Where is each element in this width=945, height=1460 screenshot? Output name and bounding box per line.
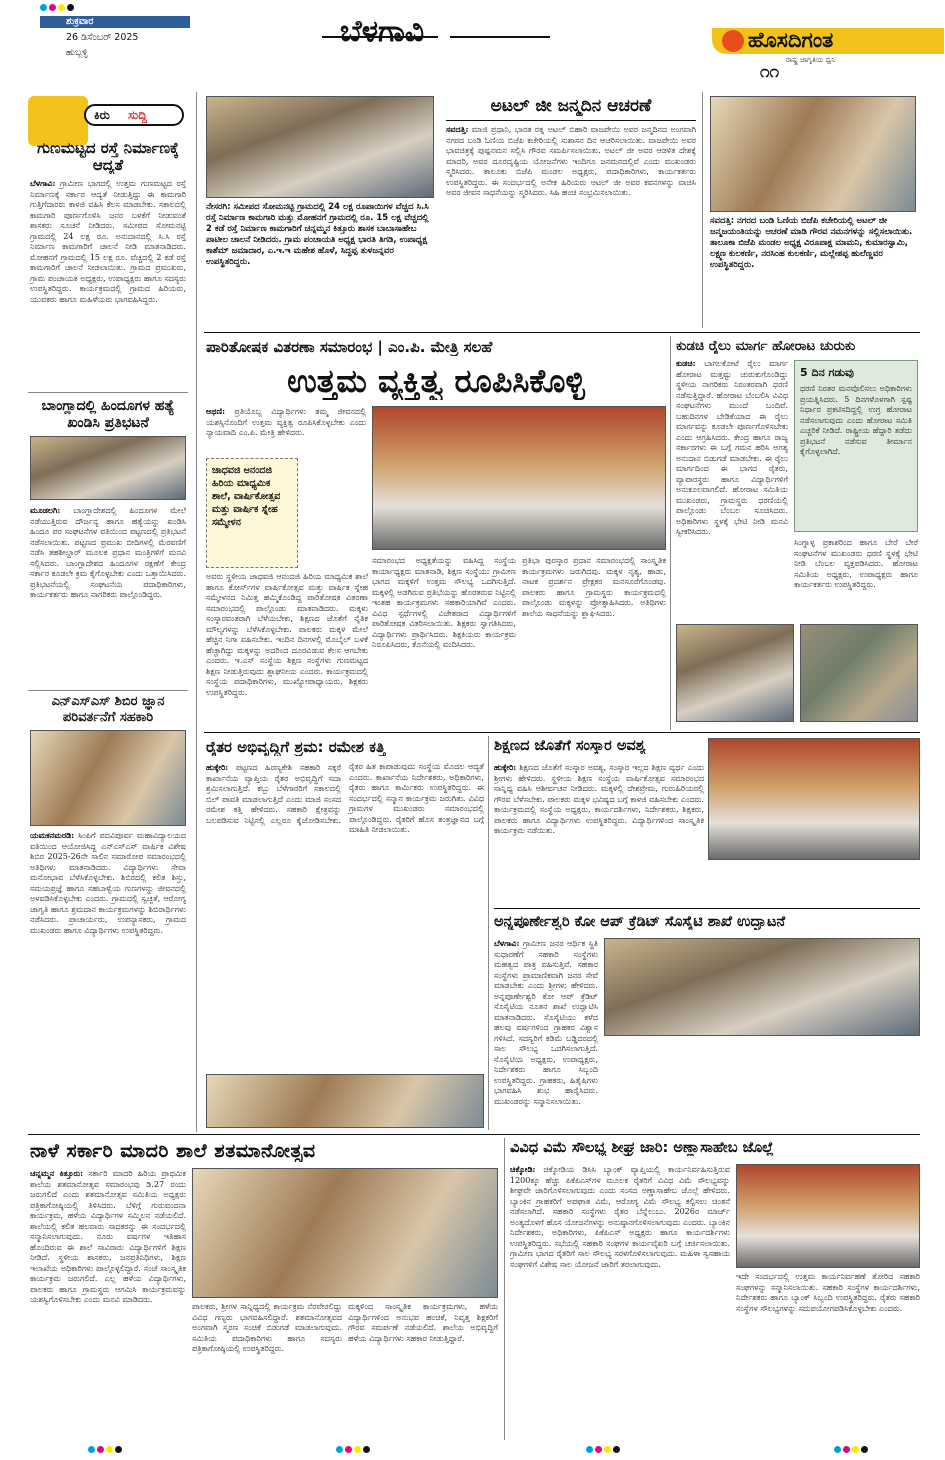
logo-tagline: ರಾಷ್ಟ್ರ ಜಾಗೃತಿಯ ಧ್ವನಿ: [786, 56, 836, 64]
kirusuddi-hand-icon: [28, 96, 88, 146]
logo-emblem-icon: [722, 30, 744, 52]
insurance-dateline: ಚಿಕ್ಕೋಡಿ:: [510, 1164, 536, 1174]
farmers-body: [206, 762, 484, 1068]
education-body: [494, 762, 704, 858]
lead-event-stage-photo: [372, 406, 666, 550]
lead-lede: [206, 406, 366, 454]
insurance-meeting-photo: [736, 1164, 920, 1268]
railway-protest-photo-1: [676, 624, 794, 722]
section-rule: [28, 1134, 920, 1135]
color-registration-marks: [88, 1446, 122, 1453]
section-rule: [204, 332, 920, 333]
kirusuddi-headline: ಗುಣಮಟ್ಟದ ರಸ್ತೆ ನಿರ್ಮಾಣಕ್ಕೆ ಆದ್ಯತೆ: [37, 140, 179, 174]
railway-box-title: 5 ದಿನ ಗಡುವು: [800, 366, 854, 379]
lead-callout-box: [206, 458, 298, 568]
logo-text: [748, 28, 833, 53]
insurance-body-2: ಇದೇ ಸಂದರ್ಭದಲ್ಲಿ ಉತ್ತಮ ಕಾರ್ಯನಿರ್ವಹಣೆ ತೋರಿದ ಸಹಕಾರಿ ಸಂಘಗಳನ್ನು ಸನ್ಮಾನಿಸಲಾಯಿತು. ಸಹಕಾರಿ ಸಂಸ್ಥೆಗಳ ಕಾರ್ಯದರ್ಶಿಗಳು, ನಿರ್ದೇಶಕರು ಹಾಗೂ ಬ್ಯಾಂಕ್ ಸಿಬ್ಬಂದಿ ಉಪಸ್ಥಿತರಿದ್ದರು. ರೈತರು ಸಹಕಾರಿ ಸಂಸ್ಥೆಗಳ ಸೌಲಭ್ಯಗಳನ್ನು ಸದುಪಯೋಗಪಡಿಸಿಕೊಳ್ಳಬೇಕು ಎಂದರು.: [736, 1272, 920, 1313]
page-number: ೧೧: [760, 62, 780, 82]
lead-col2: ಸಮಾರಂಭದ ಅಧ್ಯಕ್ಷತೆಯನ್ನು ವಹಿಸಿದ್ದ ಸಂಸ್ಥೆಯ ಕಾರ್ಯಾಧ್ಯಕ್ಷರು ಮಾತನಾಡಿ, ಶಿಕ್ಷಣ ಸಂಸ್ಥೆಯು ಗ್ರಾಮೀಣ ಭಾಗದ ಮಕ್ಕಳಿಗೆ ಉತ್ತಮ ಸೌಲಭ್ಯ ಒದಗಿಸುತ್ತಿದೆ. ಮಕ್ಕಳಲ್ಲಿ ಅಡಗಿರುವ ಪ್ರತಿಭೆಯನ್ನು ಹೊರತರುವ ನಿಟ್ಟಿನಲ್ಲಿ ಇಂತಹ ಕಾರ್ಯಕ್ರಮಗಳು ಸಹಕಾರಿಯಾಗಿವೆ ಎಂದರು. ವಿವಿಧ ಸ್ಪರ್ಧೆಗಳಲ್ಲಿ ವಿಜೇತರಾದ ವಿದ್ಯಾರ್ಥಿಗಳಿಗೆ ಪಾರಿತೋಷಕ ವಿತರಿಸಲಾಯಿತು. ಶಿಕ್ಷಕರು ಸ್ವಾಗತಿಸಿದರು, ವಿದ್ಯಾರ್ಥಿಗಳು ಪ್ರಾರ್ಥಿಸಿದರು. ಶಿಕ್ಷಕಿಯರು ಕಾರ್ಯಕ್ರಮ ನಿರೂಪಿಸಿದರು, ಕೊನೆಯಲ್ಲಿ ವಂದಿಸಿದರು.: [372, 556, 516, 649]
logo-suffix: ದಿಗಂತ: [787, 28, 834, 52]
education-dateline: ಹುಕ್ಕೇರಿ:: [494, 762, 517, 772]
insurance-body: [510, 1164, 730, 1438]
bangladesh-protest-photo: [30, 436, 186, 500]
color-registration-marks: [336, 1446, 370, 1453]
road-work-caption: ನೇಸರಗಿ: ಸಮೀಪದ ಸೋಮನಟ್ಟಿ ಗ್ರಾಮದಲ್ಲಿ 24 ಲಕ್ಷ ರೂಪಾಯಿಗಳ ವೆಚ್ಚದ ಸಿ.ಸಿ ರಸ್ತೆ ನಿರ್ಮಾಣ ಕಾಮಗಾರಿ ಮತ್ತು ಮೋಹನಗೆ ಗ್ರಾಮದಲ್ಲಿ ರೂ. 15 ಲಕ್ಷ ವೆಚ್ಚದಲ್ಲಿ 2 ಕಡೆ ರಸ್ತೆ ನಿರ್ಮಾಣ ಕಾಮಗಾರಿಗೆ ಚನ್ನಮ್ಮನ ಕಿತ್ತೂರು ಶಾಸಕ ಬಾಬಾಸಾಹೇಬ ಪಾಟೀಲ ಚಾಲನೆ ನೀಡಿದರು. ಗ್ರಾಮ ಪಂಚಾಯತಿ ಅಧ್ಯಕ್ಷ ಭಾರತಿ ತಿಗಡಿ, ಉಪಾಧ್ಯಕ್ಷ ಕಾಶೆಮ್ ಜಮಾದಾರ, ಎ.ಇ.ಇ ಮಹೇಶ ಹೊಳೆ, ಸಿದ್ಧಪ್ಪ ತುಳಜನ್ನವರ ಉಪಸ್ಥಿತರಿದ್ದರು.: [206, 202, 429, 267]
farmers-dateline: ಹುಕ್ಕೇರಿ:: [206, 762, 229, 772]
nss-body: [30, 830, 186, 1125]
atal-celebration-photo: [710, 96, 916, 212]
cooperative-body-2: [604, 1040, 920, 1128]
school-committee-photo: [192, 1168, 498, 1298]
atal-body: [446, 124, 696, 324]
nss-text: ಸಿಂಪಿಗೆ ಪದವಿಪೂರ್ವ ಮಹಾವಿದ್ಯಾಲಯದ ವತಿಯಿಂದ ಆಯೋಜಿಸಿದ್ದ ಎನ್‌ಎಸ್‌ಎಸ್ ವಾರ್ಷಿಕ ವಿಶೇಷ ಶಿಬಿರ 2025-26ನೇ ಸಾಲಿನ ಸಮಾರೋಪ ಸಮಾರಂಭದಲ್ಲಿ ಅತಿಥಿಗಳು ಮಾತನಾಡಿದರು. ವಿದ್ಯಾರ್ಥಿಗಳು ಸೇವಾ ಮನೋಭಾವ ಬೆಳೆಸಿಕೊಳ್ಳಬೇಕು. ಶಿಬಿರದಲ್ಲಿ ಕಲಿತ ಶಿಸ್ತು, ಸಮಯಪ್ರಜ್ಞೆ ಹಾಗೂ ಸಹಬಾಳ್ವೆಯ ಗುಣಗಳನ್ನು ಜೀವನದಲ್ಲಿ ಅಳವಡಿಸಿಕೊಳ್ಳಬೇಕು ಎಂದರು. ಗ್ರಾಮದಲ್ಲಿ ಸ್ವಚ್ಛತೆ, ಆರೋಗ್ಯ ಜಾಗೃತಿ ಹಾಗೂ ಶ್ರಮದಾನ ಕಾರ್ಯಕ್ರಮಗಳನ್ನು ಶಿಬಿರಾರ್ಥಿಗಳು ನಡೆಸಿದರು. ಪ್ರಾಚಾರ್ಯರು, ಉಪನ್ಯಾಸಕರು, ಗ್ರಾಮದ ಮುಖಂಡರು ಹಾಗೂ ವಿದ್ಯಾರ್ಥಿಗಳು ಉಪಸ್ಥಿತರಿದ್ದರು.: [30, 831, 186, 935]
education-event-photo: [708, 738, 920, 860]
nss-headline: ಎನ್‌ಎಸ್‌ಎಸ್ ಶಿಬಿರ ಜ್ಞಾನ ಪರಿವರ್ತನೆಗೆ ಸಹಕಾರಿ: [51, 694, 165, 725]
atal-headline: ಅಟಲ್ ಜೀ ಜನ್ಮದಿನ ಆಚರಣೆ: [490, 96, 652, 116]
kirusuddi-text: ಗ್ರಾಮೀಣ ಭಾಗದಲ್ಲಿ ಉತ್ತಮ ಗುಣಮಟ್ಟದ ರಸ್ತೆ ನಿರ್ಮಾಣಕ್ಕೆ ಸರ್ಕಾರ ಆದ್ಯತೆ ನೀಡುತ್ತಿದ್ದು ಈ ಕಾಮಗಾರಿ ಗುತ್ತಿಗೆದಾರರು ಕಾಳಜಿ ವಹಿಸಿ ಕೆಲಸ ಮಾಡಬೇಕು. ಸಕಾಲದಲ್ಲಿ ಕಾಮಗಾರಿ ಪೂರ್ಣಗೊಳಿಸಿ ಜನರ ಬಳಕೆಗೆ ನೀಡುವಂತೆ ಶಾಸಕರು ಸೂಚನೆ ನೀಡಿದರು. ಸಮೀಪದ ಸೋಮನಟ್ಟಿ ಗ್ರಾಮದಲ್ಲಿ 24 ಲಕ್ಷ ರೂ. ಅನುದಾನದಲ್ಲಿ ಸಿ.ಸಿ ರಸ್ತೆ ನಿರ್ಮಾಣ ಕಾಮಗಾರಿಗೆ ಚಾಲನೆ ನೀಡಿ ಮಾತನಾಡಿದರು. ಮೋಹನಗೆ ಗ್ರಾಮದಲ್ಲಿ 15 ಲಕ್ಷ ರೂ. ವೆಚ್ಚದಲ್ಲಿ 2 ಕಡೆ ರಸ್ತೆ ಕಾಮಗಾರಿಗೆ ಚಾಲನೆ ನೀಡಲಾಯಿತು. ಗ್ರಾಮದ ಪ್ರಮುಖರು, ಗ್ರಾಮ ಪಂಚಾಯತ ಅಧ್ಯಕ್ಷರು, ಉಪಾಧ್ಯಕ್ಷರು ಹಾಗೂ ಸದಸ್ಯರು ಉಪಸ್ಥಿತರಿದ್ದರು. ಕಾರ್ಯಕ್ರಮದಲ್ಲಿ ಗ್ರಾಮದ ಹಿರಿಯರು, ಯುವಕರು ಹಾಗೂ ಮಹಿಳೆಯರು ಭಾಗವಹಿಸಿದ್ದರು.: [30, 179, 186, 304]
kirusuddi-label-b: ಸುದ್ದಿ: [128, 108, 148, 122]
city-label: ಹುಬ್ಬಳ್ಳಿ: [66, 48, 88, 58]
education-headline: ಶಿಕ್ಷಣದ ಜೊತೆಗೆ ಸಂಸ್ಕಾರ ಅವಶ್ಯ: [494, 738, 646, 754]
cooperative-body: [494, 938, 598, 1128]
cooperative-text: ಗ್ರಾಮೀಣ ಜನರ ಆರ್ಥಿಕ ಸ್ಥಿತಿ ಸುಧಾರಣೆಗೆ ಸಹಕಾರಿ ಸಂಸ್ಥೆಗಳು ಮಹತ್ವದ ಪಾತ್ರ ವಹಿಸುತ್ತಿವೆ. ಸಹಕಾರ ಸಂಸ್ಥೆಗಳು ಪ್ರಾಮಾಣಿಕವಾಗಿ ಜನರ ಸೇವೆ ಮಾಡಬೇಕು ಎಂದು ಶ್ರೀಗಳು ಹೇಳಿದರು. ಅನ್ನಪೂರ್ಣೇಶ್ವರಿ ಕೋ ಆಪ್ ಕ್ರೆಡಿಟ್ ಸೊಸೈಟಿಯ ನೂತನ ಶಾಖೆ ಉದ್ಘಾಟಿಸಿ ಮಾತನಾಡಿದರು. ಸೊಸೈಟಿಯು ಕಳೆದ ಹಲವು ವರ್ಷಗಳಿಂದ ಗ್ರಾಹಕರ ವಿಶ್ವಾಸ ಗಳಿಸಿದೆ. ಸದಸ್ಯರಿಗೆ ಕಡಿಮೆ ಬಡ್ಡಿದರದಲ್ಲಿ ಸಾಲ ಸೌಲಭ್ಯ ಒದಗಿಸಲಾಗುತ್ತಿದೆ. ಸೊಸೈಟಿಯ ಅಧ್ಯಕ್ಷರು, ಉಪಾಧ್ಯಕ್ಷರು, ನಿರ್ದೇಶಕರು ಹಾಗೂ ಸಿಬ್ಬಂದಿ ಉಪಸ್ಥಿತರಿದ್ದರು. ಗ್ರಾಹಕರು, ಹಿತೈಷಿಗಳು ಭಾಗವಹಿಸಿ ಶುಭ ಹಾರೈಸಿದರು. ಮುಖಂಡರನ್ನು ಸನ್ಮಾನಿಸಲಾಯಿತು.: [494, 939, 598, 1106]
insurance-text: ಚಿಕ್ಕೋಡಿಯ ಡಿಸಿಸಿ ಬ್ಯಾಂಕ್ ವ್ಯಾಪ್ತಿಯಲ್ಲಿ ಕಾರ್ಯನಿರ್ವಹಿಸುತ್ತಿರುವ 1200ಕ್ಕೂ ಹೆಚ್ಚು ಪಿಕೆಪಿಎಸ್‌ಗಳ ಮೂಲಕ ರೈತರಿಗೆ ವಿವಿಧ ವಿಮೆ ಸೌಲಭ್ಯವನ್ನು ಶೀಘ್ರವೇ ಜಾರಿಗೊಳಿಸಲಾಗುವುದು ಎಂದು ಸಂಸದ ಅಣ್ಣಾಸಾಹೇಬ ಜೊಲ್ಲೆ ಹೇಳಿದರು. ಬ್ಯಾಂಕಿನ ಗ್ರಾಹಕರಿಗೆ ಅಪಘಾತ ವಿಮೆ, ಆರೋಗ್ಯ ವಿಮೆ ಸೌಲಭ್ಯ ಕಲ್ಪಿಸಲು ಚಿಂತನೆ ನಡೆಸಲಾಗಿದೆ. ಸಹಕಾರಿ ಸಂಸ್ಥೆಗಳು ರೈತರ ಬೆನ್ನೆಲುಬು. 2026ರ ಮಾರ್ಚ್ ಅಂತ್ಯದೊಳಗೆ ಹೊಸ ಯೋಜನೆಗಳನ್ನು ಅನುಷ್ಠಾನಗೊಳಿಸಲಾಗುವುದು ಎಂದರು. ಬ್ಯಾಂಕಿನ ನಿರ್ದೇಶಕರು, ಅಧಿಕಾರಿಗಳು, ಪಿಕೆಪಿಎಸ್ ಅಧ್ಯಕ್ಷರು ಹಾಗೂ ಕಾರ್ಯದರ್ಶಿಗಳು ಉಪಸ್ಥಿತರಿದ್ದರು. ಸಭೆಯಲ್ಲಿ ಸಹಕಾರಿ ಸಂಘಗಳ ಕಾರ್ಯವೈಖರಿ ಬಗ್ಗೆ ಚರ್ಚಿಸಲಾಯಿತು. ಗ್ರಾಮೀಣ ಭಾಗದ ರೈತರಿಗೆ ಸಾಲ ಸೌಲಭ್ಯ ಸರಳಗೊಳಿಸಲಾಗುವುದು. ಮಹಿಳಾ ಸ್ವಸಹಾಯ ಸಂಘಗಳಿಗೆ ವಿಶೇಷ ಸಾಲ ಯೋಜನೆ ಜಾರಿಗೆ ತರಲಾಗುವುದು.: [510, 1165, 730, 1269]
school-body-2: ಪಾಲಕರು, ಶ್ರೀಗಳ ಸಾನ್ನಿಧ್ಯದಲ್ಲಿ ಕಾರ್ಯಕ್ರಮ ನೆರವೇರಲಿದ್ದು ವಿವಿಧ ಗಣ್ಯರು ಭಾಗವಹಿಸಲಿದ್ದಾರೆ. ಶತಮಾನೋತ್ಸವದ ಅಂಗವಾಗಿ ಸ್ಮರಣ ಸಂಚಿಕೆ ಬಿಡುಗಡೆ ಮಾಡಲಾಗುವುದು. ಸಮಿತಿಯ ಪದಾಧಿಕಾರಿಗಳು ಹಾಗೂ ಸದಸ್ಯರು ಪತ್ರಿಕಾಗೋಷ್ಠಿಯಲ್ಲಿ ಉಪಸ್ಥಿತರಿದ್ದರು.: [192, 1302, 342, 1353]
column-rule: [196, 92, 197, 1132]
education-text: ಶಿಕ್ಷಣದ ಜೊತೆಗೆ ಸಂಸ್ಕಾರ ಅವಶ್ಯ, ಸಂಸ್ಕಾರ ಇಲ್ಲದ ಶಿಕ್ಷಣ ವ್ಯರ್ಥ ಎಂದು ಶ್ರೀಗಳು ಹೇಳಿದರು. ಸ್ಥಳೀಯ ಶಿಕ್ಷಣ ಸಂಸ್ಥೆಯ ವಾರ್ಷಿಕೋತ್ಸವ ಸಮಾರಂಭದ ಸಾನ್ನಿಧ್ಯ ವಹಿಸಿ ಆಶೀರ್ವಚನ ನೀಡಿದರು. ಮಕ್ಕಳಲ್ಲಿ ದೇಶಪ್ರೇಮ, ಗುರುಹಿರಿಯರಲ್ಲಿ ಗೌರವ ಬೆಳೆಸಬೇಕು. ಪಾಲಕರು ಮಕ್ಕಳ ಭವಿಷ್ಯದ ಬಗ್ಗೆ ಕಾಳಜಿ ವಹಿಸಬೇಕು ಎಂದರು. ಕಾರ್ಯಕ್ರಮದಲ್ಲಿ ಸಂಸ್ಥೆಯ ಅಧ್ಯಕ್ಷರು, ಕಾರ್ಯದರ್ಶಿಗಳು, ನಿರ್ದೇಶಕರು, ಶಿಕ್ಷಕರು, ಪಾಲಕರು ಹಾಗೂ ವಿದ್ಯಾರ್ಥಿಗಳು ಉಪಸ್ಥಿತರಿದ್ದರು. ವಿದ್ಯಾರ್ಥಿಗಳಿಂದ ಸಾಂಸ್ಕೃತಿಕ ಕಾರ್ಯಕ್ರಮ ನಡೆಯಿತು.: [494, 763, 704, 835]
school-text: ಸರ್ಕಾರಿ ಮಾದರಿ ಹಿರಿಯ ಪ್ರಾಥಮಿಕ ಶಾಲೆಯ ಶತಮಾನೋತ್ಸವ ಸಮಾರಂಭವು ಡಿ.27 ರಂದು ಜರುಗಲಿದೆ ಎಂದು ಶತಮಾನೋತ್ಸವ ಸಮಿತಿಯ ಅಧ್ಯಕ್ಷರು ಪತ್ರಿಕಾಗೋಷ್ಠಿಯಲ್ಲಿ ತಿಳಿಸಿದರು. ಬೆಳಿಗ್ಗೆ ಗುರುವಂದನಾ ಕಾರ್ಯಕ್ರಮ, ಹಳೆಯ ವಿದ್ಯಾರ್ಥಿಗಳ ಸಮ್ಮಿಲನ ನಡೆಯಲಿದೆ. ಶಾಲೆಯಲ್ಲಿ ಕಲಿತ ಹಲವಾರು ಸಾಧಕರನ್ನು ಈ ಸಂದರ್ಭದಲ್ಲಿ ಸನ್ಮಾನಿಸಲಾಗುವುದು. ನೂರು ವರ್ಷಗಳ ಇತಿಹಾಸ ಹೊಂದಿರುವ ಈ ಶಾಲೆ ಸಾವಿರಾರು ವಿದ್ಯಾರ್ಥಿಗಳಿಗೆ ಶಿಕ್ಷಣ ನೀಡಿದೆ. ಸ್ಥಳೀಯ ಶಾಸಕರು, ಜನಪ್ರತಿನಿಧಿಗಳು, ಶಿಕ್ಷಣ ಇಲಾಖೆಯ ಅಧಿಕಾರಿಗಳು ಪಾಲ್ಗೊಳ್ಳಲಿದ್ದಾರೆ. ಸಂಜೆ ಸಾಂಸ್ಕೃತಿಕ ಕಾರ್ಯಕ್ರಮ ಜರುಗಲಿದೆ. ಎಲ್ಲ ಹಳೆಯ ವಿದ್ಯಾರ್ಥಿಗಳು, ಪಾಲಕರು ಹಾಗೂ ಗ್ರಾಮಸ್ಥರು ಆಗಮಿಸಿ ಕಾರ್ಯಕ್ರಮವನ್ನು ಯಶಸ್ವಿಗೊಳಿಸಬೇಕು ಎಂದು ಮನವಿ ಮಾಡಿದರು.: [30, 1169, 186, 1304]
education-body-2: [708, 864, 920, 904]
lead-dateline: ಅಥಣಿ:: [206, 406, 226, 416]
railway-body: [676, 358, 788, 618]
lead-headline: ಉತ್ತಮ ವ್ಯಕ್ತಿತ್ವ ರೂಪಿಸಿಕೊಳ್ಳಿ: [287, 362, 585, 400]
atal-text: ಮಾಜಿ ಪ್ರಧಾನಿ, ಭಾರತ ರತ್ನ ಅಟಲ್ ಬಿಹಾರಿ ವಾಜಪೇಯಿ ಅವರ ಜನ್ಮದಿನದ ಅಂಗವಾಗಿ ನಗರದ ಬಂಡಿ ಓಣಿಯ ಬಿಜೆಪಿ ಕಚೇರಿಯಲ್ಲಿ ಸುಶಾಸನ ದಿನ ಆಚರಿಸಲಾಯಿತು. ವಾಜಪೇಯಿ ಅವರ ಭಾವಚಿತ್ರಕ್ಕೆ ಪುಷ್ಪನಮನ ಸಲ್ಲಿಸಿ ಗೌರವ ಸಮರ್ಪಿಸಲಾಯಿತು. ಅಟಲ್ ಜೀ ಅವರ ಆಡಳಿತ ದೇಶಕ್ಕೆ ಮಾದರಿ, ಅವರ ದೂರದೃಷ್ಟಿಯ ಯೋಜನೆಗಳು ಇಂದಿಗೂ ಜನಮನದಲ್ಲಿವೆ ಎಂದು ಮುಖಂಡರು ಸ್ಮರಿಸಿದರು. ತಾಲೂಕು ಬಿಜೆಪಿ ಮಂಡಲ ಅಧ್ಯಕ್ಷರು, ಪದಾಧಿಕಾರಿಗಳು, ಕಾರ್ಯಕರ್ತರು ಉಪಸ್ಥಿತರಿದ್ದರು. ಈ ಸಂದರ್ಭದಲ್ಲಿ ಅನೇಕ ಹಿರಿಯರು ಅಟಲ್ ಜೀ ಅವರ ಕವನಗಳನ್ನು ವಾಚಿಸಿ ಅವರ ಜೀವನ ಸಾಧನೆಯನ್ನು ಸ್ಮರಿಸಿದರು. ಸಿಹಿ ಹಂಚಿ ಸಂಭ್ರಮಿಸಲಾಯಿತು.: [446, 125, 696, 197]
divider: [28, 690, 188, 691]
title-rule-right: [450, 36, 550, 38]
railway-deadline-box: [794, 360, 918, 532]
section-rule: [204, 732, 920, 733]
atal-dateline: ಸವದತ್ತಿ:: [446, 124, 469, 134]
kirusuddi-label-a: ಕಿರು: [94, 108, 110, 122]
school-dateline: ಚನ್ನಮ್ಮನ ಕಿತ್ತೂರು:: [30, 1168, 84, 1178]
railway-box-text: ಧರಣಿ ನಿರತರ ಮನವೊಲಿಸಲು ಅಧಿಕಾರಿಗಳು ಪ್ರಯತ್ನಿಸಿದರು. 5 ದಿನಗಳೊಳಗಾಗಿ ಸ್ಪಷ್ಟ ನಿರ್ಧಾರ ಪ್ರಕಟಿಸದಿದ್ದಲ್ಲಿ ಉಗ್ರ ಹೋರಾಟ ನಡೆಸಲಾಗುವುದು ಎಂದು ಹೋರಾಟ ಸಮಿತಿ ಎಚ್ಚರಿಕೆ ನೀಡಿದೆ. ರಾಷ್ಟ್ರೀಯ ಹೆದ್ದಾರಿ ತಡೆದು ಪ್ರತಿಭಟನೆ ನಡೆಸುವ ತೀರ್ಮಾನ ಕೈಗೊಳ್ಳಲಾಗಿದೆ.: [800, 384, 912, 456]
color-registration-marks: [586, 1446, 620, 1453]
bangladesh-dateline: ಮೂಡಲಗಿ:: [30, 505, 61, 515]
lead-col1-top: [302, 458, 368, 568]
date-bar: [40, 16, 190, 28]
section-rule: [494, 908, 920, 909]
divider: [28, 392, 188, 393]
farmers-felicitation-photo: [206, 1074, 484, 1128]
nss-dateline: ಯಮಕನಮರಡಿ:: [30, 830, 75, 840]
cooperative-inauguration-photo: [604, 938, 920, 1036]
date-label: 26 ಡಿಸೆಂಬರ್ 2025: [66, 32, 139, 43]
railway-headline: ಕುಡಚಿ ರೈಲು ಮಾರ್ಗ ಹೋರಾಟ ಚುರುಕು: [676, 338, 856, 354]
nss-camp-photo: [30, 730, 186, 826]
column-rule: [670, 336, 671, 730]
lead-callout: ಜಾಧವಜಿ ಆನಂದಜಿ ಹಿರಿಯ ಮಾಧ್ಯಮಿಕ ಶಾಲೆ, ವಾರ್ಷಿಕೋತ್ಸವ ಮತ್ತು ವಾರ್ಷಿಕ ಸ್ನೇಹ ಸಮ್ಮೇಳನ: [212, 465, 281, 528]
railway-protest-photo-2: [800, 624, 918, 722]
day-label: ಶುಕ್ರವಾರ: [66, 16, 94, 27]
divider: [446, 120, 696, 121]
railway-body-2: ಸಿಂಗ್ನಾಳ್ಳ ಪ್ರಕಾಶರಿಂದ ಹಾಗೂ ಬೇರೆ ಬೇರೆ ಸಂಘಟನೆಗಳ ಮುಖಂಡರು ಧರಣಿ ಸ್ಥಳಕ್ಕೆ ಭೇಟಿ ನೀಡಿ ಬೆಂಬಲ ವ್ಯಕ್ತಪಡಿಸಿದರು. ಹೋರಾಟ ಸಮಿತಿಯ ಅಧ್ಯಕ್ಷರು, ಉಪಾಧ್ಯಕ್ಷರು ಹಾಗೂ ಕಾರ್ಯಕರ್ತರು ಉಪಸ್ಥಿತರಿದ್ದರು.: [794, 538, 918, 589]
kirusuddi-badge: [84, 104, 184, 126]
column-rule: [702, 92, 703, 328]
bangladesh-body: [30, 505, 186, 685]
column-rule: [488, 736, 489, 1130]
railway-text: ಬಾಗಲಕೋಟೆ ರೈಲು ಮಾರ್ಗ ಹೋರಾಟ ಮತ್ತಷ್ಟು ಚುರುಕುಗೊಂಡಿದ್ದು ಸ್ಥಳೀಯ ನಾಗರಿಕರು ನಿರಂತರವಾಗಿ ಧರಣಿ ನಡೆಸುತ್ತಿದ್ದಾರೆ. ಹೋರಾಟ ಬೆಂಬಲಿಸಿ ವಿವಿಧ ಸಂಘಟನೆಗಳು ಮುಂದೆ ಬಂದಿವೆ. ಬಹುದಿನಗಳ ಬೇಡಿಕೆಯಾದ ಈ ರೈಲು ಮಾರ್ಗವನ್ನು ಕೂಡಲೇ ಪೂರ್ಣಗೊಳಿಸಬೇಕು ಎಂದು ಆಗ್ರಹಿಸಿದರು. ಕೇಂದ್ರ ಹಾಗೂ ರಾಜ್ಯ ಸರ್ಕಾರಗಳು ಈ ಬಗ್ಗೆ ಗಮನ ಹರಿಸಿ ಅಗತ್ಯ ಅನುದಾನ ಬಿಡುಗಡೆ ಮಾಡಬೇಕು. ಈ ರೈಲು ಮಾರ್ಗದಿಂದ ಈ ಭಾಗದ ರೈತರು, ವ್ಯಾಪಾರಸ್ಥರು ಹಾಗೂ ವಿದ್ಯಾರ್ಥಿಗಳಿಗೆ ಅನುಕೂಲವಾಗಲಿದೆ. ಹೋರಾಟ ಸಮಿತಿಯ ಮುಖಂಡರು, ಗ್ರಾಮಸ್ಥರು ಧರಣಿಯಲ್ಲಿ ಪಾಲ್ಗೊಂಡು ಬೆಂಬಲ ಸೂಚಿಸಿದರು. ಅಧಿಕಾರಿಗಳು ಸ್ಥಳಕ್ಕೆ ಭೇಟಿ ನೀಡಿ ಮನವಿ ಸ್ವೀಕರಿಸಿದರು.: [676, 359, 788, 536]
color-registration-marks: [834, 1446, 868, 1453]
farmers-headline: ರೈತರ ಅಭಿವೃದ್ಧಿಗೆ ಶ್ರಮ: ರಮೇಶ ಕತ್ತಿ: [206, 738, 386, 756]
lead-lede-text: ಪ್ರತಿಯೊಬ್ಬ ವಿದ್ಯಾರ್ಥಿಗಳು ತಮ್ಮ ಜೀವನದಲ್ಲಿ ಯಶಸ್ಸಿನೊಂದಿಗೆ ಉತ್ತಮ ವ್ಯಕ್ತಿತ್ವ ರೂಪಿಸಿಕೊಳ್ಳಬೇಕು ಎಂದು ನ್ಯಾಯವಾದಿ ಎಂ.ಪಿ. ಮೇತ್ರಿ ಹೇಳಿದರು.: [206, 407, 366, 437]
road-work-photo: [206, 96, 434, 198]
farmers-text: ಪಟ್ಟಣದ ಹಿರಣ್ಯಕೇಶಿ ಸಹಕಾರಿ ಸಕ್ಕರೆ ಕಾರ್ಖಾನೆಯ ವ್ಯಾಪ್ತಿಯ ರೈತರ ಅಭಿವೃದ್ಧಿಗೆ ಸದಾ ಶ್ರಮಿಸಲಾಗುತ್ತಿದೆ. ಕಬ್ಬು ಬೆಳೆಗಾರರಿಗೆ ಸಕಾಲದಲ್ಲಿ ಬಿಲ್ ಪಾವತಿ ಮಾಡಲಾಗುತ್ತಿದೆ ಎಂದು ಮಾಜಿ ಸಂಸದ ರಮೇಶ ಕತ್ತಿ ಹೇಳಿದರು. ಸಹಕಾರಿ ಕ್ಷೇತ್ರವನ್ನು ಬಲಪಡಿಸುವ ನಿಟ್ಟಿನಲ್ಲಿ ಎಲ್ಲರೂ ಕೈಜೋಡಿಸಬೇಕು. ರೈತರ ಹಿತ ಕಾಪಾಡುವುದು ಸಂಸ್ಥೆಯ ಮೊದಲ ಆದ್ಯತೆ ಎಂದರು. ಕಾರ್ಖಾನೆಯ ನಿರ್ದೇಶಕರು, ಅಧಿಕಾರಿಗಳು, ರೈತರು ಹಾಗೂ ಕಾರ್ಮಿಕರು ಉಪಸ್ಥಿತರಿದ್ದರು. ಈ ಸಂದರ್ಭದಲ್ಲಿ ಸನ್ಮಾನ ಕಾರ್ಯಕ್ರಮ ಜರುಗಿತು. ವಿವಿಧ ಗ್ರಾಮಗಳ ಮುಖಂಡರು ಸಮಾರಂಭದಲ್ಲಿ ಪಾಲ್ಗೊಂಡಿದ್ದರು. ರೈತರಿಗೆ ಹೊಸ ತಂತ್ರಜ್ಞಾನದ ಬಗ್ಗೆ ಮಾಹಿತಿ ನೀಡಲಾಯಿತು.: [206, 762, 484, 834]
bangladesh-text: ಬಾಂಗ್ಲಾದೇಶದಲ್ಲಿ ಹಿಂದೂಗಳ ಮೇಲೆ ನಡೆಯುತ್ತಿರುವ ದೌರ್ಜನ್ಯ ಹಾಗೂ ಹತ್ಯೆಯನ್ನು ಖಂಡಿಸಿ ಹಿಂದೂ ಪರ ಸಂಘಟನೆಗಳ ವತಿಯಿಂದ ಪಟ್ಟಣದಲ್ಲಿ ಪ್ರತಿಭಟನೆ ನಡೆಸಲಾಯಿತು. ಪಟ್ಟಣದ ಪ್ರಮುಖ ಬೀದಿಗಳಲ್ಲಿ ಮೆರವಣಿಗೆ ನಡೆಸಿ ತಹಶೀಲ್ದಾರ್ ಮೂಲಕ ಪ್ರಧಾನ ಮಂತ್ರಿಗಳಿಗೆ ಮನವಿ ಸಲ್ಲಿಸಿದರು. ಬಾಂಗ್ಲಾದೇಶದ ಹಿಂದೂಗಳ ರಕ್ಷಣೆಗೆ ಕೇಂದ್ರ ಸರ್ಕಾರ ಕೂಡಲೇ ಕ್ರಮ ಕೈಗೊಳ್ಳಬೇಕು ಎಂದು ಒತ್ತಾಯಿಸಿದರು. ಪ್ರತಿಭಟನೆಯಲ್ಲಿ ಸಂಘಟನೆಯ ಪದಾಧಿಕಾರಿಗಳು, ಕಾರ್ಯಕರ್ತರು ಹಾಗೂ ನಾಗರಿಕರು ಪಾಲ್ಗೊಂಡಿದ್ದರು.: [30, 506, 186, 599]
atal-caption: ಸವದತ್ತಿ: ನಗರದ ಬಂಡಿ ಓಣಿಯ ಬಿಜೆಪಿ ಕಚೇರಿಯಲ್ಲಿ ಅಟಲ್ ಜೀ ಜನ್ಮಜಯಂತಿಯನ್ನು ಆಚರಣೆ ಮಾಡಿ ಗೌರವ ನಮನಗಳನ್ನು ಸಲ್ಲಿಸಲಾಯಿತು. ತಾಲೂಕಾ ಬಿಜೆಪಿ ಮಂಡಲ ಅಧ್ಯಕ್ಷ ವಿರೂಪಾಕ್ಷ ಮಾಮನಿ, ಕುಮಾರಸ್ವಾಮಿ, ಲಕ್ಷ್ಮಣ ಕುಲಕರ್ಣಿ, ನರಸಿಂಹ ಕುಲಕರ್ಣಿ, ಮಲ್ಲೇಶಪ್ಪ ಹುಲೆಣ್ಣವರ ಉಪಸ್ಥಿತರಿದ್ದರು.: [710, 216, 913, 270]
column-rule: [504, 1138, 505, 1440]
kirusuddi-dateline: ಬೆಳಗಾವಿ:: [30, 178, 56, 188]
section-title: ಬೆಳಗಾವಿ: [340, 14, 425, 49]
lead-col3: ಪ್ರತಿಭಾ ಪುರಸ್ಕಾರ ಪ್ರದಾನ ಸಮಾರಂಭದಲ್ಲಿ ಸಾಂಸ್ಕೃತಿಕ ಕಾರ್ಯಕ್ರಮಗಳು ಜರುಗಿದವು. ಮಕ್ಕಳ ನೃತ್ಯ, ಹಾಡು, ನಾಟಕ ಪ್ರದರ್ಶನ ಪ್ರೇಕ್ಷಕರ ಮನಸೂರೆಗೊಂಡವು. ಪಾಲಕರು ಹಾಗೂ ಗ್ರಾಮಸ್ಥರು ಕಾರ್ಯಕ್ರಮದಲ್ಲಿ ಪಾಲ್ಗೊಂಡು ಮಕ್ಕಳನ್ನು ಪ್ರೋತ್ಸಾಹಿಸಿದರು. ಅತಿಥಿಗಳು ಶಾಲೆಯ ಸಾಧನೆಯನ್ನು ಶ್ಲಾಘಿಸಿದರು.: [522, 556, 666, 618]
color-registration-marks: [40, 4, 74, 11]
logo-prefix: ಹೊಸ: [748, 28, 788, 52]
school-body-3: ಮಕ್ಕಳಿಂದ ಸಾಂಸ್ಕೃತಿಕ ಕಾರ್ಯಕ್ರಮಗಳು, ಹಳೆಯ ವಿದ್ಯಾರ್ಥಿಗಳಿಂದ ಅನುಭವ ಹಂಚಿಕೆ, ನಿವೃತ್ತ ಶಿಕ್ಷಕರಿಗೆ ಗೌರವ ಸಮರ್ಪಣೆ ನಡೆಯಲಿದೆ. ಶಾಲೆಯ ಅಭಿವೃದ್ಧಿಗೆ ಹಳೆಯ ವಿದ್ಯಾರ್ಥಿಗಳು ಸಹಕಾರ ನೀಡುತ್ತಿದ್ದಾರೆ.: [348, 1302, 498, 1343]
insurance-headline: ವಿವಿಧ ವಿಮೆ ಸೌಲಭ್ಯ ಶೀಘ್ರ ಜಾರಿ: ಅಣ್ಣಾಸಾಹೇಬ ಜೊಲ್ಲೆ: [510, 1140, 774, 1156]
cooperative-headline: ಅನ್ನಪೂರ್ಣೇಶ್ವರಿ ಕೋ ಆಪ್ ಕ್ರೆಡಿಟ್ ಸೊಸೈಟಿ ಶಾಖೆ ಉದ್ಘಾಟನೆ: [494, 914, 786, 930]
bangladesh-headline: ಬಾಂಗ್ಲಾದಲ್ಲಿ ಹಿಂದೂಗಳ ಹತ್ಯೆ ಖಂಡಿಸಿ ಪ್ರತಿಭಟನೆ: [41, 398, 175, 431]
masthead: [0, 0, 945, 82]
lead-col1: ಅವರು ಸ್ಥಳೀಯ ಜಾಧವಜಿ ಆನಂದಜಿ ಹಿರಿಯ ಮಾಧ್ಯಮಿಕ ಶಾಲೆ ಹಾಗೂ ಕೋರ್ಸ್‌ಗಳ ವಾರ್ಷಿಕೋತ್ಸವ ಮತ್ತು ವಾರ್ಷಿಕ ಸ್ನೇಹ ಸಮ್ಮೇಳನದ ನಿಮಿತ್ತ ಹಮ್ಮಿಕೊಂಡಿದ್ದ ಪಾರಿತೋಷಕ ವಿತರಣಾ ಸಮಾರಂಭದಲ್ಲಿ ಪಾಲ್ಗೊಂಡು ಮಾತನಾಡಿದರು. ಮಕ್ಕಳು ಸಂಸ್ಕಾರವಂತರಾಗಿ ಬೆಳೆಯಬೇಕು, ಶಿಕ್ಷಣದ ಜೊತೆಗೆ ನೈತಿಕ ಮೌಲ್ಯಗಳನ್ನು ಬೆಳೆಸಿಕೊಳ್ಳಬೇಕು. ಪಾಲಕರು ಮಕ್ಕಳ ಮೇಲೆ ಹೆಚ್ಚಿನ ನಿಗಾ ವಹಿಸಬೇಕು. ಇಂದಿನ ದಿನಗಳಲ್ಲಿ ಮೊಬೈಲ್ ಬಳಕೆ ಹೆಚ್ಚಾಗಿದ್ದು ಮಕ್ಕಳನ್ನು ಅದರಿಂದ ದೂರವಿಡುವ ಕೆಲಸ ಆಗಬೇಕು ಎಂದರು. ಇ.ಎಸ್ ಸಂಸ್ಥೆಯ ಶಿಕ್ಷಣ ಸಂಸ್ಥೆಗಳು ಗುಣಮಟ್ಟದ ಶಿಕ್ಷಣ ನೀಡುತ್ತಿರುವುದು ಶ್ಲಾಘನೀಯ ಎಂದರು. ಕಾರ್ಯಕ್ರಮದಲ್ಲಿ ಸಂಸ್ಥೆಯ ಪದಾಧಿಕಾರಿಗಳು, ಮುಖ್ಯೋಪಾಧ್ಯಾಯರು, ಶಿಕ್ಷಕರು ಉಪಸ್ಥಿತರಿದ್ದರು.: [206, 572, 368, 697]
kirusuddi-body: [30, 178, 186, 386]
lead-kicker: ಪಾರಿತೋಷಕ ವಿತರಣಾ ಸಮಾರಂಭ | ಎಂ.ಪಿ. ಮೇತ್ರಿ ಸಲಹೆ: [206, 338, 493, 356]
school-body: [30, 1168, 186, 1438]
school-headline: ನಾಳೆ ಸರ್ಕಾರಿ ಮಾದರಿ ಶಾಲೆ ಶತಮಾನೋತ್ಸವ: [30, 1140, 316, 1162]
cooperative-dateline: ಬೆಳಗಾವಿ:: [494, 938, 520, 948]
railway-dateline: ಕುಡಚಿ:: [676, 358, 696, 368]
